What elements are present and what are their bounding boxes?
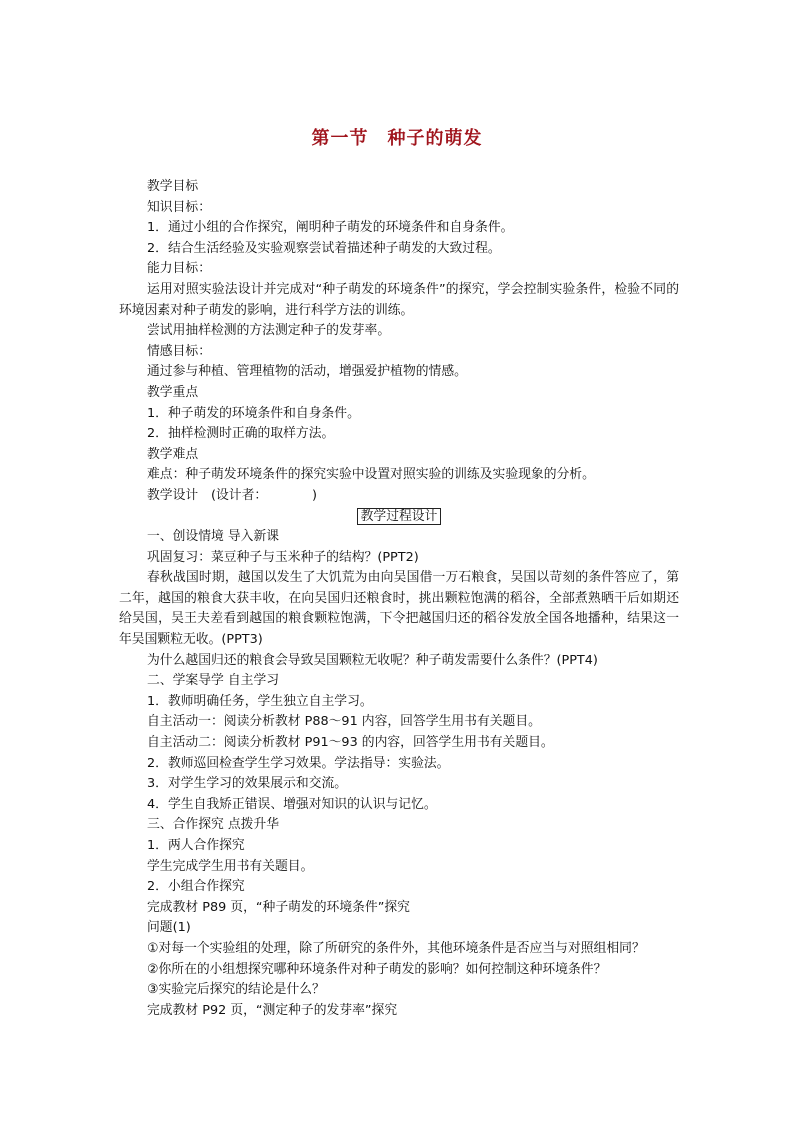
heading-teaching-design: 教学设计 (设计者： ) bbox=[147, 487, 317, 503]
paragraph: 2．教师巡回检查学生学习效果。学法指导：实验法。 bbox=[147, 755, 450, 771]
heading-teaching-goals: 教学目标 bbox=[147, 179, 199, 194]
paragraph: 4．学生自我矫正错误、增强对知识的认识与记忆。 bbox=[147, 796, 437, 812]
paragraph: 1．教师明确任务，学生独立自主学习。 bbox=[147, 693, 373, 709]
paragraph: 尝试用抽样检测的方法测定种子的发芽率。 bbox=[147, 323, 391, 339]
paragraph: 完成教材 P89 页，“种子萌发的环境条件”探究 bbox=[147, 899, 410, 915]
document-body bbox=[119, 177, 679, 1021]
heading-knowledge-goals: 知识目标： bbox=[147, 199, 211, 215]
heading-ability-goals: 能力目标： bbox=[147, 261, 211, 277]
boxed-heading-text: 教学过程设计 bbox=[357, 508, 442, 525]
paragraph: 学生完成学生用书有关题目。 bbox=[147, 858, 314, 874]
paragraph: 1．通过小组的合作探究，阐明种子萌发的环境条件和自身条件。 bbox=[147, 220, 514, 236]
process-design-heading bbox=[119, 507, 679, 528]
paragraph: 为什么越国归还的粮食会导致吴国颗粒无收呢？种子萌发需要什么条件？(PPT4) bbox=[147, 652, 598, 668]
question-item: ①对每一个实验组的处理，除了所研究的条件外，其他环境条件是否应当与对照组相同？ bbox=[147, 940, 645, 956]
story-paragraph: 春秋战国时期，越国以发生了大饥荒为由向吴国借一万石粮食，吴国以苛刻的条件答应了，第二年，越国的粮食大获丰收，在向吴国归还粮食时，挑出颗粒饱满的稻谷，全部煮熟晒干后如期还给吴国，吴王夫差看到越国的粮食颗粒饱满，下令把越国归还的稻谷发放全国各地播种，结果这一年吴国颗粒无收。(PPT3) bbox=[119, 570, 679, 648]
paragraph: 问题(1) bbox=[147, 920, 191, 936]
paragraph: 通过参与种植、管理植物的活动，增强爱护植物的情感。 bbox=[147, 364, 467, 380]
question-item: ③实验完后探究的结论是什么？ bbox=[147, 982, 325, 998]
paragraph: 1．种子萌发的环境条件和自身条件。 bbox=[147, 405, 360, 421]
section-heading: 三、合作探究 点拨升华 bbox=[147, 817, 280, 833]
section-heading: 二、学案导学 自主学习 bbox=[147, 673, 280, 689]
paragraph: 难点：种子萌发环境条件的探究实验中设置对照实验的训练及实验现象的分析。 bbox=[147, 467, 595, 483]
paragraph: 2．抽样检测时正确的取样方法。 bbox=[147, 426, 335, 442]
paragraph: 自主活动一：阅读分析教材 P88～91 内容，回答学生用书有关题目。 bbox=[147, 714, 541, 730]
paragraph: 自主活动二：阅读分析教材 P91～93 的内容，回答学生用书有关题目。 bbox=[147, 735, 554, 751]
paragraph: 3．对学生学习的效果展示和交流。 bbox=[147, 776, 348, 792]
paragraph: 运用对照实验法设计并完成对“种子萌发的环境条件”的探究，学会控制实验条件，检验不同的环境因素对种子萌发的影响，进行科学方法的训练。 bbox=[119, 281, 679, 318]
page-title: 第一节 种子的萌发 bbox=[311, 128, 483, 149]
question-item: ②你所在的小组想探究哪种环境条件对种子萌发的影响？如何控制这种环境条件？ bbox=[147, 961, 607, 977]
section-heading: 一、创设情境 导入新课 bbox=[147, 529, 280, 545]
paragraph: 巩固复习：菜豆种子与玉米种子的结构？(PPT2) bbox=[147, 549, 419, 565]
paragraph: 2．结合生活经验及实验观察尝试着描述种子萌发的大致过程。 bbox=[147, 240, 501, 256]
paragraph: 完成教材 P92 页，“测定种子的发芽率”探究 bbox=[147, 1002, 398, 1018]
heading-difficulties: 教学难点 bbox=[147, 446, 199, 462]
paragraph: 1．两人合作探究 bbox=[147, 838, 245, 853]
heading-emotion-goals: 情感目标： bbox=[147, 343, 211, 359]
paragraph: 2．小组合作探究 bbox=[147, 879, 245, 895]
heading-key-points: 教学重点 bbox=[147, 384, 199, 400]
